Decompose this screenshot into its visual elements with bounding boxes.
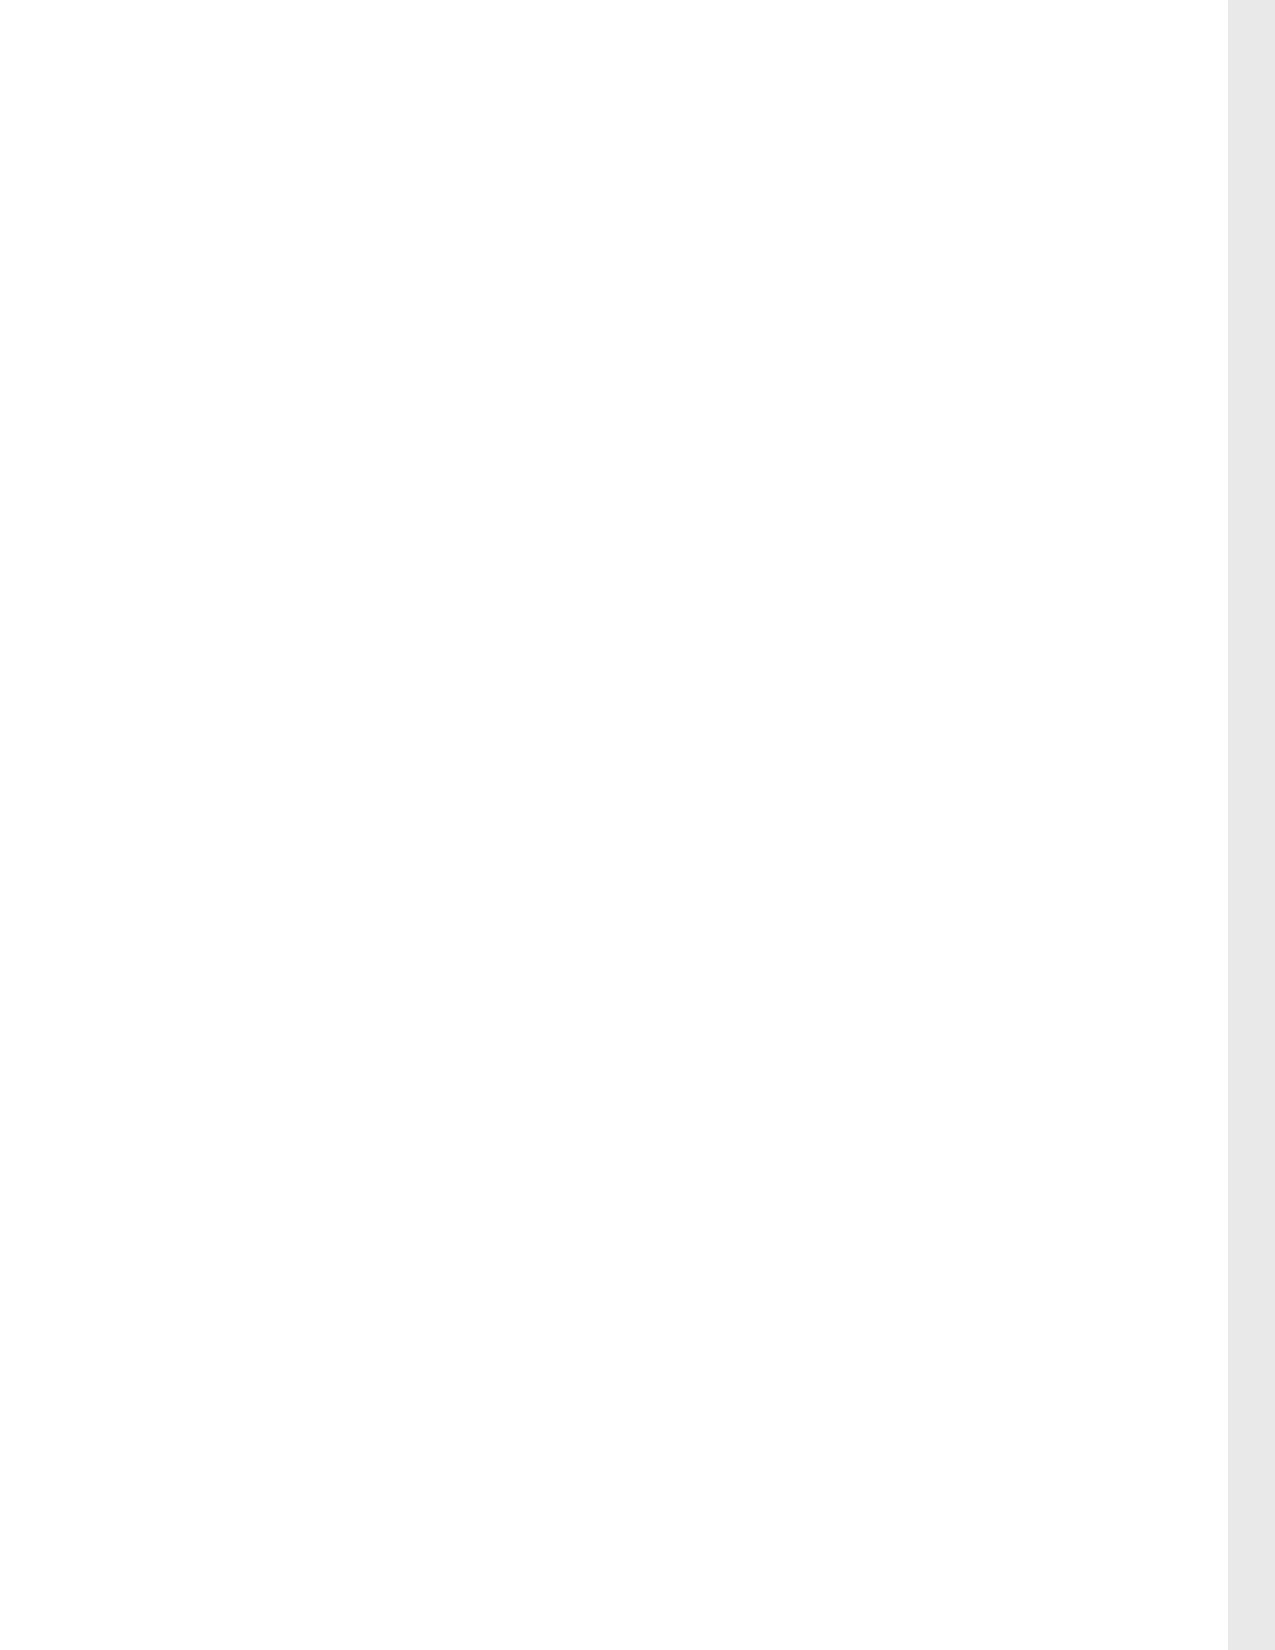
document-body xyxy=(163,168,1113,214)
scan-edge xyxy=(1228,0,1275,1650)
